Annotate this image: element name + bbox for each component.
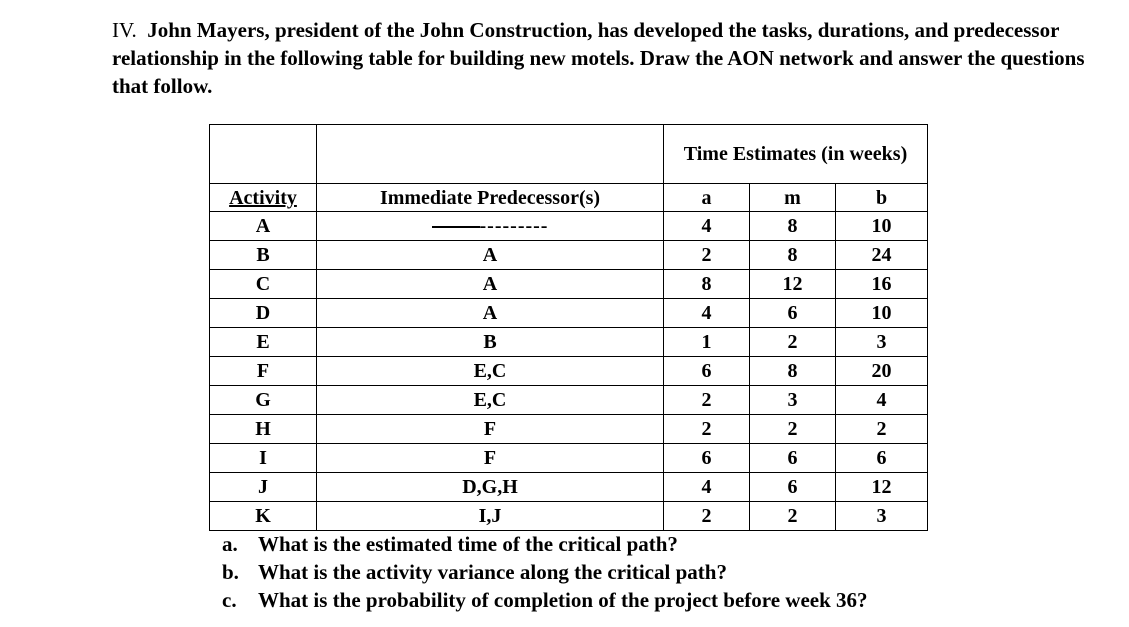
activity-cell: G — [210, 386, 317, 415]
b-value-cell: 10 — [836, 299, 928, 328]
question-item — [222, 558, 868, 586]
m-value-cell: 6 — [750, 473, 836, 502]
problem-text: John Mayers, president of the John Construction, has developed the tasks, durations, and predecessor relationship in the following table for building new motels. Draw the AON network and answer the questions that follow. — [112, 18, 1085, 98]
b-value-cell: 4 — [836, 386, 928, 415]
activity-cell: B — [210, 241, 317, 270]
predecessor-cell: B — [317, 328, 664, 357]
m-value-cell: 2 — [750, 328, 836, 357]
a-value-cell: 2 — [664, 502, 750, 531]
a-value-cell: 4 — [664, 299, 750, 328]
table-super-header-row — [210, 125, 928, 184]
question-label: c. — [222, 588, 237, 612]
a-value-cell: 6 — [664, 444, 750, 473]
m-value-cell: 8 — [750, 357, 836, 386]
question-item — [222, 586, 868, 614]
m-value-cell: 3 — [750, 386, 836, 415]
question-text: What is the probability of completion of the project before week 36? — [258, 588, 868, 612]
predecessor-header: Immediate Predecessor(s) — [317, 184, 664, 212]
activity-cell: C — [210, 270, 317, 299]
predecessor-cell: E,C — [317, 386, 664, 415]
a-value-cell: 1 — [664, 328, 750, 357]
empty-header-cell — [210, 125, 317, 184]
table-header-row — [210, 184, 928, 212]
problem-number: IV. — [112, 18, 137, 42]
question-text: What is the activity variance along the critical path? — [258, 560, 727, 584]
table-row — [210, 357, 928, 386]
a-value-cell: 4 — [664, 212, 750, 241]
question-label: a. — [222, 532, 238, 556]
b-value-cell: 12 — [836, 473, 928, 502]
a-value-cell: 8 — [664, 270, 750, 299]
m-value-cell: 6 — [750, 299, 836, 328]
a-value-cell: 2 — [664, 386, 750, 415]
predecessor-cell — [317, 212, 664, 241]
a-value-cell: 6 — [664, 357, 750, 386]
activity-header: Activity — [210, 184, 317, 212]
activity-cell: E — [210, 328, 317, 357]
table-row — [210, 444, 928, 473]
b-value-cell: 20 — [836, 357, 928, 386]
activity-cell: A — [210, 212, 317, 241]
activity-cell: H — [210, 415, 317, 444]
predecessor-cell: A — [317, 270, 664, 299]
table-row — [210, 299, 928, 328]
a-value-cell: 2 — [664, 241, 750, 270]
b-value-cell: 3 — [836, 502, 928, 531]
b-value-cell: 24 — [836, 241, 928, 270]
activity-cell: F — [210, 357, 317, 386]
a-value-cell: 2 — [664, 415, 750, 444]
b-value-cell: 16 — [836, 270, 928, 299]
time-estimates-header: Time Estimates (in weeks) — [664, 125, 928, 184]
predecessor-cell: D,G,H — [317, 473, 664, 502]
b-value-cell: 2 — [836, 415, 928, 444]
b-value-cell: 10 — [836, 212, 928, 241]
m-value-cell: 8 — [750, 212, 836, 241]
predecessor-cell: I,J — [317, 502, 664, 531]
empty-header-cell — [317, 125, 664, 184]
table-row — [210, 502, 928, 531]
m-value-cell: 8 — [750, 241, 836, 270]
m-value-cell: 2 — [750, 502, 836, 531]
m-value-cell: 6 — [750, 444, 836, 473]
activity-cell: J — [210, 473, 317, 502]
activity-cell: K — [210, 502, 317, 531]
questions-list — [222, 530, 868, 614]
question-item — [222, 530, 868, 558]
a-value-cell: 4 — [664, 473, 750, 502]
predecessor-cell: F — [317, 444, 664, 473]
table-row — [210, 328, 928, 357]
predecessor-cell: E,C — [317, 357, 664, 386]
table-row — [210, 241, 928, 270]
table-row — [210, 212, 928, 241]
table-row — [210, 270, 928, 299]
table-row — [210, 473, 928, 502]
m-header: m — [750, 184, 836, 212]
m-value-cell: 12 — [750, 270, 836, 299]
problem-statement — [112, 16, 1112, 100]
table-row — [210, 415, 928, 444]
question-label: b. — [222, 560, 239, 584]
b-header: b — [836, 184, 928, 212]
activity-cell: I — [210, 444, 317, 473]
b-value-cell: 6 — [836, 444, 928, 473]
activity-table — [209, 124, 928, 531]
predecessor-cell: A — [317, 241, 664, 270]
m-value-cell: 2 — [750, 415, 836, 444]
blank-line — [432, 226, 480, 228]
activity-cell: D — [210, 299, 317, 328]
predecessor-cell: F — [317, 415, 664, 444]
a-header: a — [664, 184, 750, 212]
none-marker: --------- — [479, 215, 549, 237]
table-row — [210, 386, 928, 415]
question-text: What is the estimated time of the critical path? — [258, 532, 678, 556]
b-value-cell: 3 — [836, 328, 928, 357]
predecessor-cell: A — [317, 299, 664, 328]
